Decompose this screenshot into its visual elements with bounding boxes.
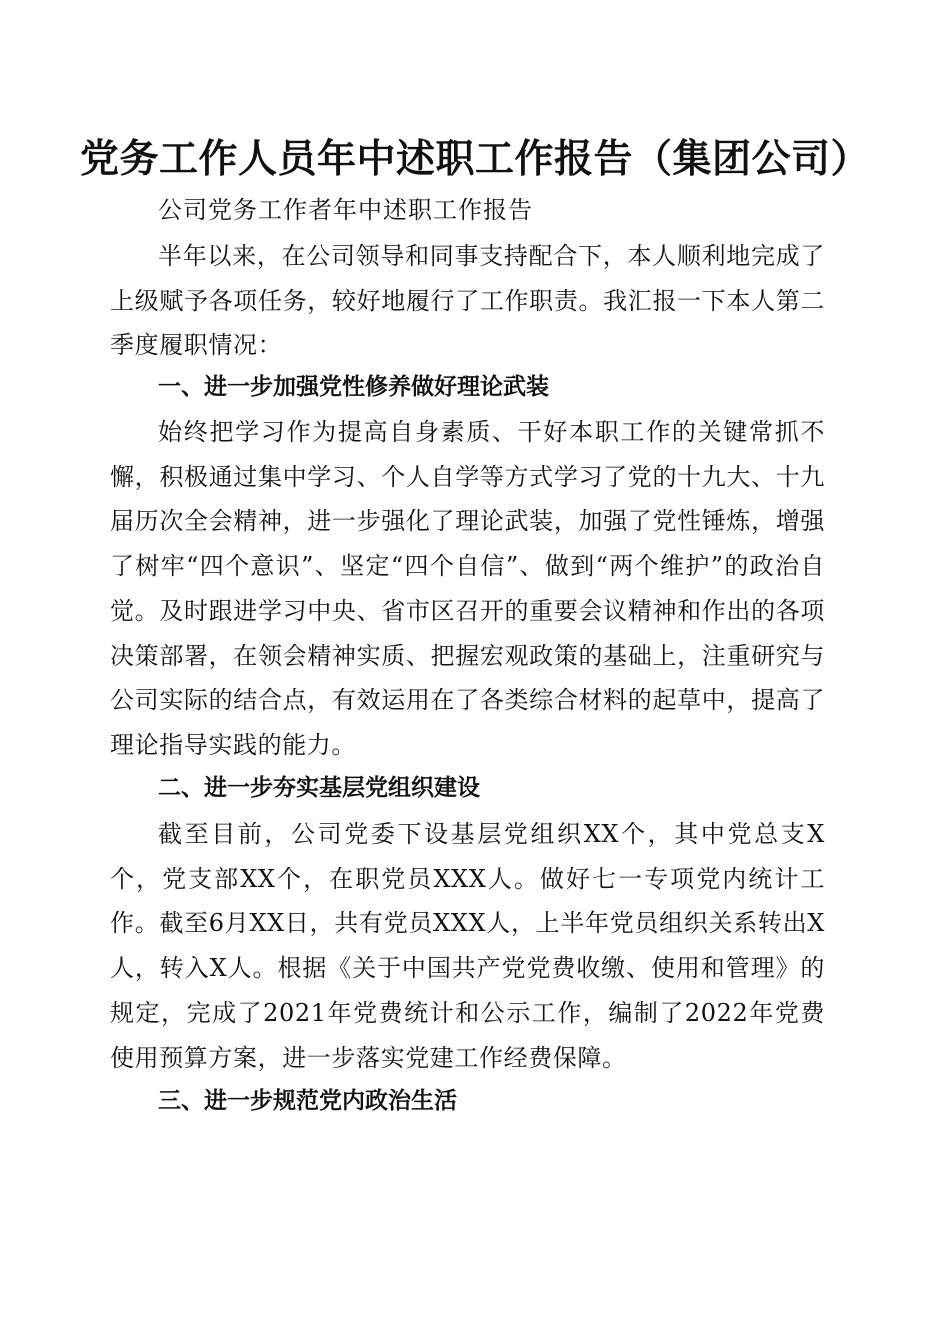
document-subtitle: 公司党务工作者年中述职工作报告 — [158, 196, 533, 224]
section-1-paragraph: 始终把学习作为提高自身素质、干好本职工作的关键常抓不懈，积极通过集中学习、个人自学等方式学习了党的十九大、十九届历次全会精神，进一步强化了理论武装，加强了党性锤炼，增强了树牢“四个意识”、坚定“四个自信”、做到“两个维护”的政治自觉。及时跟进学习中央、省市区召开的重要会议精神和作出的各项决策部署，在领会精神实质、把握宏观政策的基础上，注重研究与公司实际的结合点，有效运用在了各类综合材料的起草中，提高了理论指导实践的能力。 — [110, 418, 825, 759]
document-title: 党务工作人员年中述职工作报告（集团公司） — [79, 137, 870, 182]
intro-paragraph: 半年以来，在公司领导和同事支持配合下，本人顺利地完成了上级赋予各项任务，较好地履行了工作职责。我汇报一下本人第二季度履职情况： — [110, 242, 825, 360]
section-3-heading: 三、进一步规范党内政治生活 — [158, 1088, 457, 1114]
section-1-heading: 一、进一步加强党性修养做好理论武装 — [158, 374, 549, 400]
section-2-paragraph: 截至目前，公司党委下设基层党组织XX个，其中党总支X个，党支部XX个，在职党员XXX人。做好七一专项党内统计工作。截至6月XX日，共有党员XXX人，上半年党员组织关系转出X人，转入X人。根据《关于中国共产党党费收缴、使用和管理》的规定，完成了2021年党费统计和公示工作，编制了2022年党费使用预算方案，进一步落实党建工作经费保障。 — [110, 820, 825, 1072]
section-2-heading: 二、进一步夯实基层党组织建设 — [158, 775, 480, 801]
